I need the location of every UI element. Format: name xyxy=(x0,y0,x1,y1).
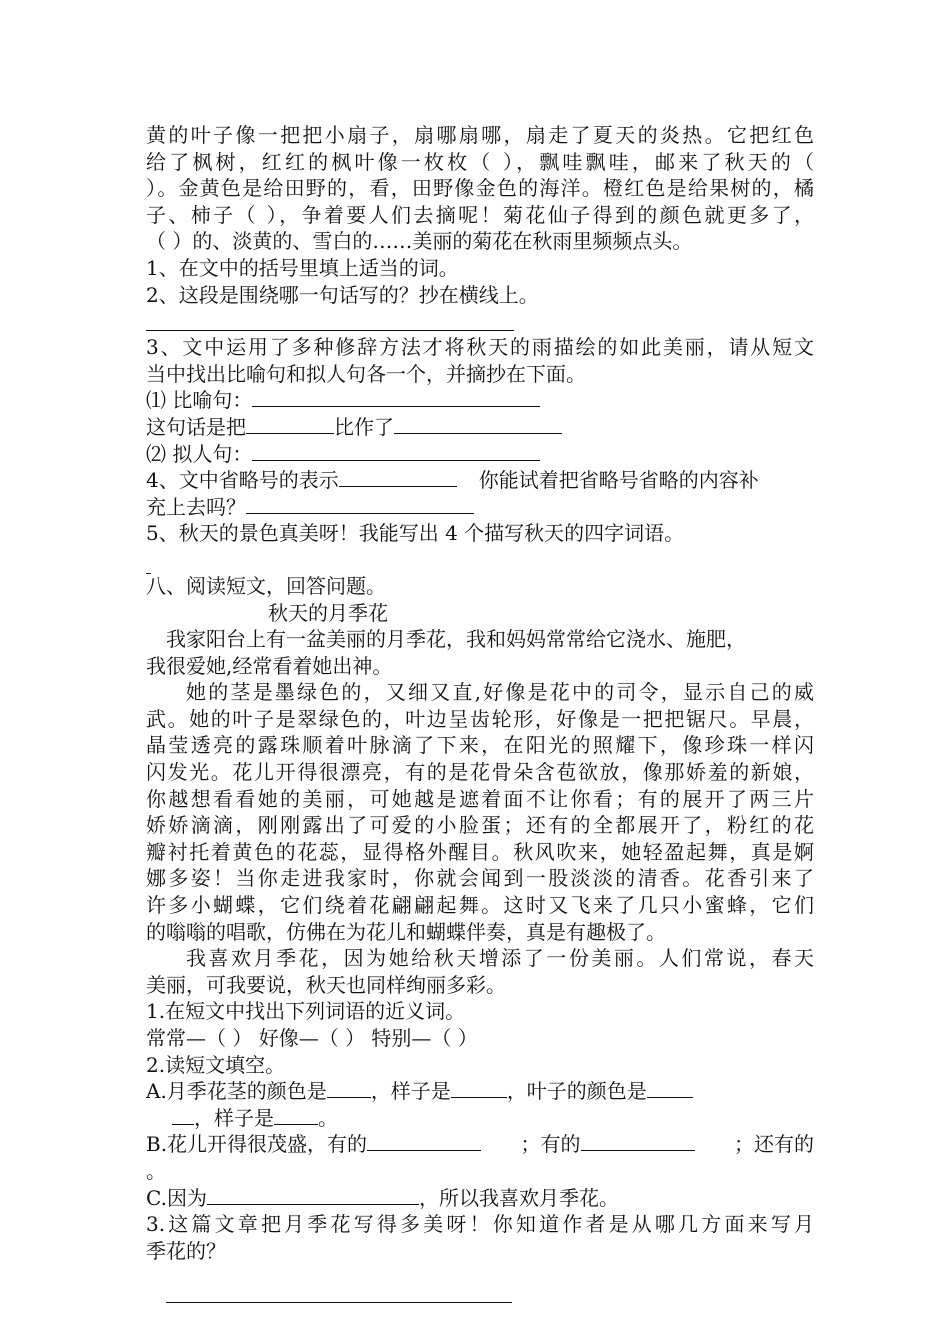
question-4-cont xyxy=(146,494,814,521)
article-line: 我喜欢月季花，因为她给秋天增添了一份美丽。人们常说，春天 xyxy=(186,946,814,971)
article-line: 我家阳台上有一盆美丽的月季花，我和妈妈常常给它浇水、施肥， xyxy=(166,627,746,652)
passage-line: ）。金黄色是给田野的，看，田野像金色的海洋。橙红色是给果树的，橘 xyxy=(146,176,814,201)
blank[interactable] xyxy=(172,1105,194,1125)
blank[interactable] xyxy=(246,414,334,434)
fill-a-text: A.月季花茎的颜色是 xyxy=(146,1079,327,1104)
article-line: 娇娇滴滴，刚刚露出了可爱的小脸蛋；还有的全都展开了，粉红的花 xyxy=(146,813,814,838)
fill-a-text: ，叶子的颜色是 xyxy=(506,1079,647,1104)
blank[interactable] xyxy=(367,1131,481,1151)
answer-line[interactable] xyxy=(146,330,514,331)
blank[interactable] xyxy=(647,1078,693,1098)
article-line: 瓣衬托着黄色的花蕊，显得格外醒目。秋风吹来，她轻盈起舞，真是婀 xyxy=(146,839,814,864)
fill-c-text: C.因为 xyxy=(146,1185,207,1210)
fill-b-row xyxy=(146,1131,814,1158)
article-line: 我很爱她,经常看着她出神。 xyxy=(146,653,393,678)
passage-line: 给了枫树，红红的枫叶像一枚枚（ ），飘哇飘哇，邮来了秋天的（ xyxy=(146,149,814,174)
fill-a-text: 。 xyxy=(318,1105,338,1130)
article-line: 的嗡嗡的唱歌，仿佛在为花儿和蝴蝶伴奏，真是有趣极了。 xyxy=(146,919,666,944)
reading-question-2: 2.读短文填空。 xyxy=(146,1052,286,1077)
spacer-row xyxy=(146,547,814,573)
blank[interactable] xyxy=(207,1185,419,1205)
article-line: 美丽，可我要说，秋天也同样绚丽多彩。 xyxy=(146,972,506,997)
metaphor-answer-line[interactable] xyxy=(252,387,540,407)
fill-b-row-cont: 。 xyxy=(146,1158,166,1183)
fill-c-row xyxy=(146,1185,814,1212)
personification-row xyxy=(146,441,814,468)
question-1: 1、在文中的括号里填上适当的词。 xyxy=(146,255,459,280)
blank[interactable] xyxy=(274,1105,318,1125)
answer-line[interactable] xyxy=(166,1302,512,1303)
passage-line: 黄的叶子像一把把小扇子，扇哪扇哪，扇走了夏天的炎热。它把红色 xyxy=(146,123,814,147)
article-line: 娜多姿！当你走进我家时，你就会闻到一股淡淡的清香。花香引来了 xyxy=(146,866,814,891)
article-line: 武。她的叶子是翠绿色的，叶边呈齿轮形，好像是一把把锯尺。早晨， xyxy=(146,706,814,731)
question-3-cont: 当中找出比喻句和拟人句各一个，并摘抄在下面。 xyxy=(146,361,586,386)
synonym-items: 常常—（ ） 好像—（ ） 特别—（ ） xyxy=(146,1026,478,1050)
blank[interactable] xyxy=(581,1131,695,1151)
question-4-text-c: 充上去吗？ xyxy=(146,494,246,519)
blank[interactable] xyxy=(451,1078,507,1098)
question-4 xyxy=(146,467,814,494)
metaphor-row xyxy=(146,387,814,414)
section-heading: 八、阅读短文，回答问题。 xyxy=(146,573,386,598)
personification-label: ⑵ 拟人句： xyxy=(146,441,253,466)
answer-line-row xyxy=(146,308,814,334)
metaphor-label: ⑴ 比喻句： xyxy=(146,388,253,413)
question-4-text-a: 4、文中省略号的表示 xyxy=(146,468,339,493)
fill-a-text: ，样子是 xyxy=(370,1079,451,1104)
article-title: 秋天的月季花 xyxy=(268,600,388,625)
blank[interactable] xyxy=(327,1078,371,1098)
fill-b-text: ；还有的 xyxy=(734,1132,814,1157)
reading-question-3-cont: 季花的？ xyxy=(146,1238,226,1263)
fill-c-text: ，所以我喜欢月季花。 xyxy=(418,1185,619,1210)
question-3: 3、文中运用了多种修辞方法才将秋天的雨描绘的如此美丽，请从短文 xyxy=(146,335,814,360)
dash-mark xyxy=(146,559,151,574)
reading-question-1: 1.在短文中找出下列词语的近义词。 xyxy=(146,999,466,1024)
fill-b-text: B.花儿开得很茂盛，有的 xyxy=(146,1132,368,1157)
answer-line-row xyxy=(146,1264,814,1312)
article-line: 她的茎是墨绿色的，又细又直,好像是花中的司令，显示自己的威 xyxy=(186,680,814,705)
article-line: 闪发光。花儿开得很漂亮，有的是花骨朵含苞欲放，像那娇羞的新娘， xyxy=(146,760,814,785)
blank[interactable] xyxy=(339,467,457,487)
passage-line: 子、柿子（ ），争着要人们去摘呢！菊花仙子得到的颜色就更多了， xyxy=(146,202,814,227)
question-2: 2、这段是围绕哪一句话写的？抄在横线上。 xyxy=(146,282,539,307)
comparison-label-a: 这句话是把 xyxy=(146,414,246,439)
fill-a-row xyxy=(146,1078,814,1105)
comparison-label-b: 比作了 xyxy=(334,414,394,439)
passage-line: （ ）的、淡黄的、雪白的……美丽的菊花在秋雨里频频点头。 xyxy=(146,229,693,254)
question-5: 5、秋天的景色真美呀！我能写出 4 个描写秋天的四字词语。 xyxy=(146,521,685,546)
comparison-row xyxy=(146,414,814,441)
fill-b-text: ；有的 xyxy=(520,1132,581,1157)
personification-answer-line[interactable] xyxy=(252,441,540,461)
article-line: 许多小蝴蝶，它们绕着花翩翩起舞。这时又飞来了几只小蜜蜂，它们 xyxy=(146,893,814,918)
blank[interactable] xyxy=(394,414,562,434)
article-line: 你越想看看她的美丽，可她越是遮着面不让你看；有的展开了两三片 xyxy=(146,786,814,811)
article-line: 晶莹透亮的露珠顺着叶脉滴了下来，在阳光的照耀下，像珍珠一样闪 xyxy=(146,733,814,758)
fill-a-row-cont xyxy=(146,1105,814,1132)
question-4-text-b: 你能试着把省略号省略的内容补 xyxy=(478,468,759,493)
fill-a-text: ，样子是 xyxy=(194,1105,274,1130)
blank[interactable] xyxy=(246,494,474,514)
reading-question-3: 3.这篇文章把月季花写得多美呀！你知道作者是从哪几方面来写月 xyxy=(146,1212,814,1237)
worksheet-page xyxy=(146,122,814,1312)
